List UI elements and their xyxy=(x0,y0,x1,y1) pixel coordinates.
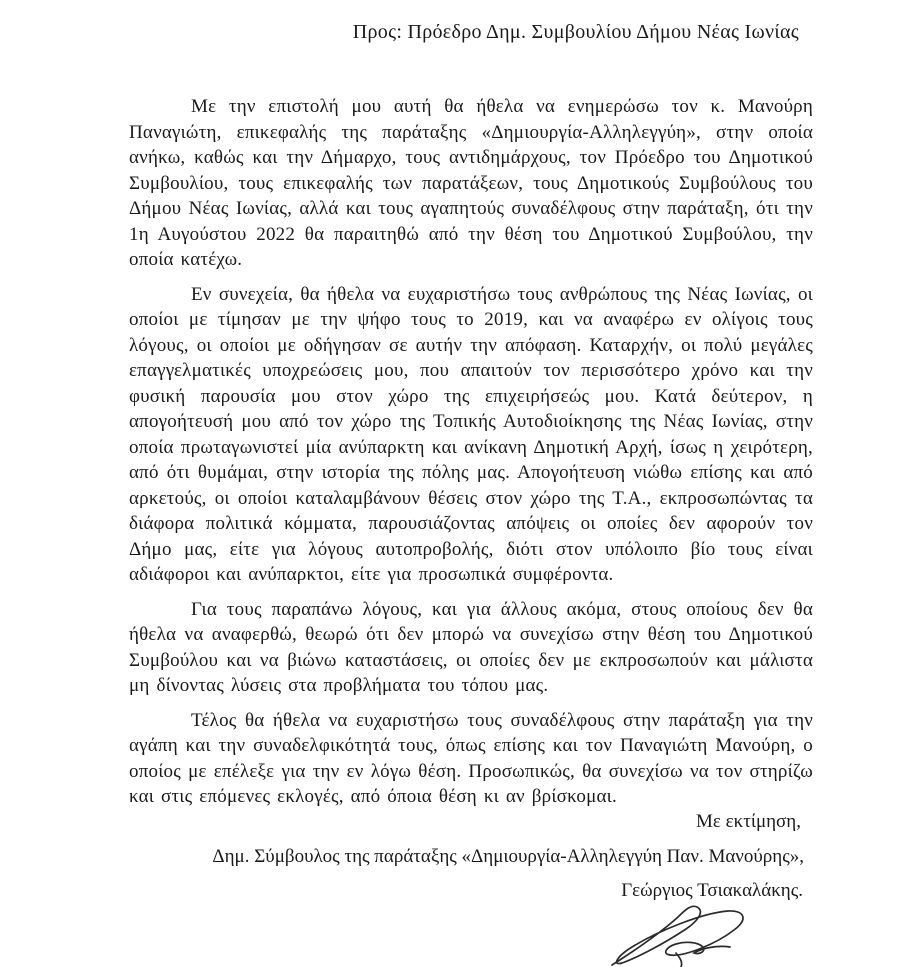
signatory-name: Γεώργιος Τσιακαλάκης. xyxy=(621,880,803,901)
signatory-title: Δημ. Σύμβουλος της παράταξης «Δημιουργία-Αλληλεγγύη Παν. Μανούρης», xyxy=(212,846,804,867)
letter-body xyxy=(129,94,813,819)
signature-scribble-icon xyxy=(606,901,766,967)
recipient-line: Προς: Πρόεδρο Δημ. Συμβουλίου Δήμου Νέας Ιωνίας xyxy=(352,21,799,43)
paragraph-reasons: Εν συνεχεία, θα ήθελα να ευχαριστήσω τους ανθρώπους της Νέας Ιωνίας, οι οποίοι με τίμησαν με την ψήφο τους το 2019, και να αναφέρω εν ολίγοις τους λόγους, οι οποίοι με οδήγησαν σε αυτήν την απόφαση. Καταρχήν, οι πολύ μεγάλες επαγγελματικές υποχρεώσεις μου, που απαιτούν τον περισσότερο χρόνο και την φυσική παρουσία μου στον χώρο της επιχειρήσεώς μου. Κατά δεύτερον, η απογοήτευσή μου από τον χώρο της Τοπικής Αυτοδιοίκησης της Νέας Ιωνίας, στην οποία πρωταγωνιστεί μία ανύπαρκτη και ανίκανη Δημοτική Αρχή, ίσως η χειρότερη, από ότι θυμάμαι, στην ιστορία της πόλης μας. Απογοήτευση νιώθω επίσης και από αρκετούς, οι οποίοι καταλαμβάνουν θέσεις στον χώρο της Τ.Α., εκπροσωπώντας τα διάφορα πολιτικά κόμματα, παρουσιάζοντας απόψεις οι οποίες δεν αφορούν τον Δήμο μας, είτε για λόγους αυτοπροβολής, διότι στον υπόλοιπο βίο τους είναι αδιάφοροι και ανύπαρκτοι, είτε για προσωπικά συμφέροντα. xyxy=(129,283,813,585)
valediction: Με εκτίμηση, xyxy=(696,811,801,832)
paragraph-thanks: Τέλος θα ήθελα να ευχαριστήσω τους συναδέλφους στην παράταξη για την αγάπη και την συναδελφικότητά τους, όπως επίσης και τον Παναγιώτη Μανούρη, ο οποίος με επέλεξε για την εν λόγω θέση. Προσωπικώς, θα συνεχίσω να τον στηρίζω και στις επόμενες εκλογές, από όποια θέση κι αν βρίσκομαι. xyxy=(129,709,813,807)
paragraph-conclusion: Για τους παραπάνω λόγους, και για άλλους ακόμα, στους οποίους δεν θα ήθελα να αναφερθώ, θεωρώ ότι δεν μπορώ να συνεχίσω στην θέση του Δημοτικού Συμβούλου και να βιώνω καταστάσεις, οι οποίες δεν με εκπροσωπούν και μάλιστα μη δίνοντας λύσεις στα προβλήματα του τόπου μας. xyxy=(129,598,813,696)
paragraph-resignation-announcement: Με την επιστολή μου αυτή θα ήθελα να ενημερώσω τον κ. Μανούρη Παναγιώτη, επικεφαλής της παράταξης «Δημιουργία-Αλληλεγγύη», στην οποία ανήκω, καθώς και την Δήμαρχο, τους αντιδημάρχους, τον Πρόεδρο του Δημοτικού Συμβουλίου, τους επικεφαλής των παρατάξεων, τους Δημοτικούς Συμβούλους του Δήμου Νέας Ιωνίας, αλλά και τους αγαπητούς συναδέλφους στην παράταξη, ότι την 1η Αυγούστου 2022 θα παραιτηθώ από την θέση του Δημοτικού Συμβούλου, την οποία κατέχω. xyxy=(129,96,813,270)
handwritten-signature xyxy=(606,901,766,967)
